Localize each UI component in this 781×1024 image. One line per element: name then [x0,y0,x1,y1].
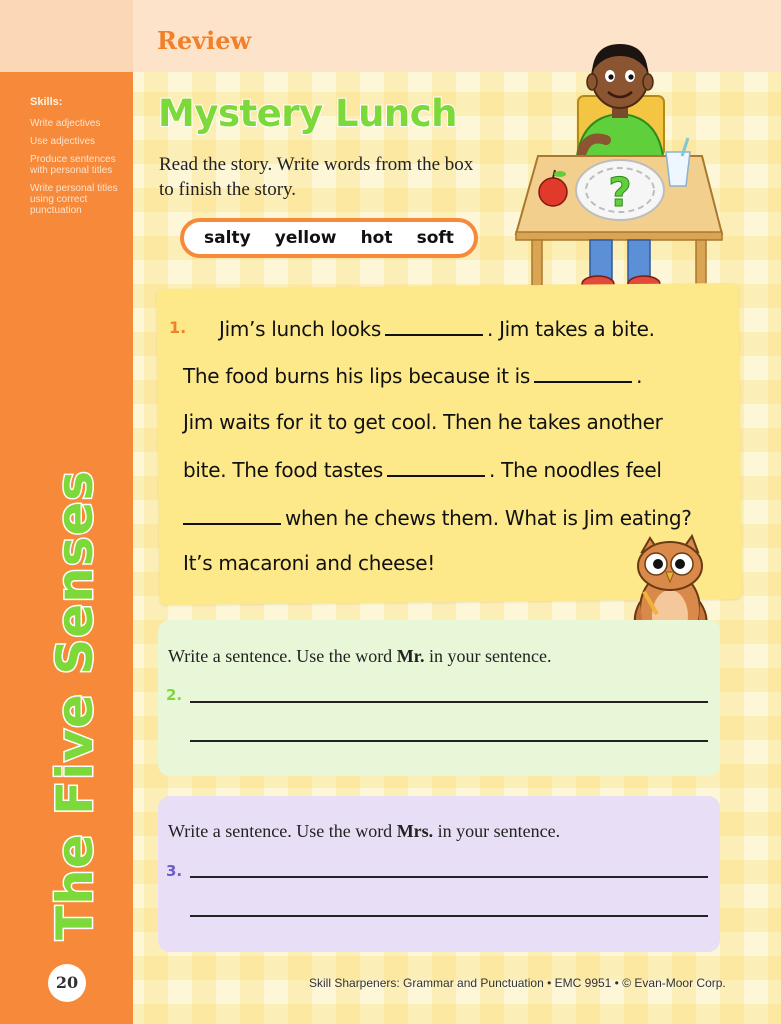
skill-item: Write personal titles using correct punctuation [30,183,118,216]
prompt-text: Write a sentence. Use the word [168,646,393,666]
item-number: 2. [166,686,183,704]
word-box-word: yellow [274,228,337,248]
story-text: bite. The food tastes [183,458,384,482]
story-text: Jim’s lunch looks [219,317,381,341]
story-line [183,410,663,434]
boy-at-table-illustration [510,34,730,314]
prompt-text: in your sentence. [429,646,552,666]
story-text: It’s macaroni and cheese! [183,551,435,575]
prompt-keyword: Mr. [396,646,425,666]
story-text: . [636,364,643,388]
theme-title: The Five Senses [46,469,104,940]
instructions: Read the story. Write words from the box to finish the story. [159,154,474,200]
prompt-text: in your sentence. [437,821,561,841]
skills-list [30,118,126,223]
section-label: Review [157,26,252,55]
mystery-question-mark: ? [608,170,632,216]
word-box-word: hot [360,228,393,248]
story-line [219,316,655,341]
story-line [183,457,662,482]
item-number: 3. [166,862,183,880]
answer-blank[interactable] [534,363,632,383]
prompt-text: Write a sentence. Use the word [168,821,393,841]
story-text: The food burns his lips because it is [183,364,531,388]
story-text: . The noodles feel [489,458,662,482]
story-line [183,363,642,388]
activity-title: Mystery Lunch [158,92,458,135]
answer-blank[interactable] [387,457,485,477]
page-number: 20 [48,964,86,1002]
skills-heading: Skills: [30,96,63,108]
writing-line[interactable] [190,740,708,742]
word-box [180,218,478,258]
skill-item: Produce sentences with personal titles [30,154,116,176]
item-number: 1. [169,318,187,337]
prompt-mr [168,646,551,667]
header-corner [0,0,133,72]
prompt-mrs [168,821,560,842]
answer-blank[interactable] [183,505,281,525]
answer-blank[interactable] [385,316,483,336]
skill-item: Write adjectives [30,118,101,129]
writing-line[interactable] [190,876,708,878]
write-panel-mrs [158,796,720,952]
skill-item: Use adjectives [30,136,96,147]
story-line [183,505,692,530]
writing-line[interactable] [190,915,708,917]
write-panel-mr [158,620,720,776]
prompt-keyword: Mrs. [396,821,434,841]
story-text: . Jim takes a bite. [486,317,655,341]
word-box-word: salty [204,228,251,248]
story-text: when he chews them. What is Jim eating? [285,506,692,530]
writing-line[interactable] [190,701,708,703]
story-line [183,551,435,575]
story-text: Jim waits for it to get cool. Then he takes another [183,410,663,434]
footer-credit: Skill Sharpeners: Grammar and Punctuation • EMC 9951 • © Evan-Moor Corp. [309,976,726,990]
word-box-word: soft [416,228,454,248]
